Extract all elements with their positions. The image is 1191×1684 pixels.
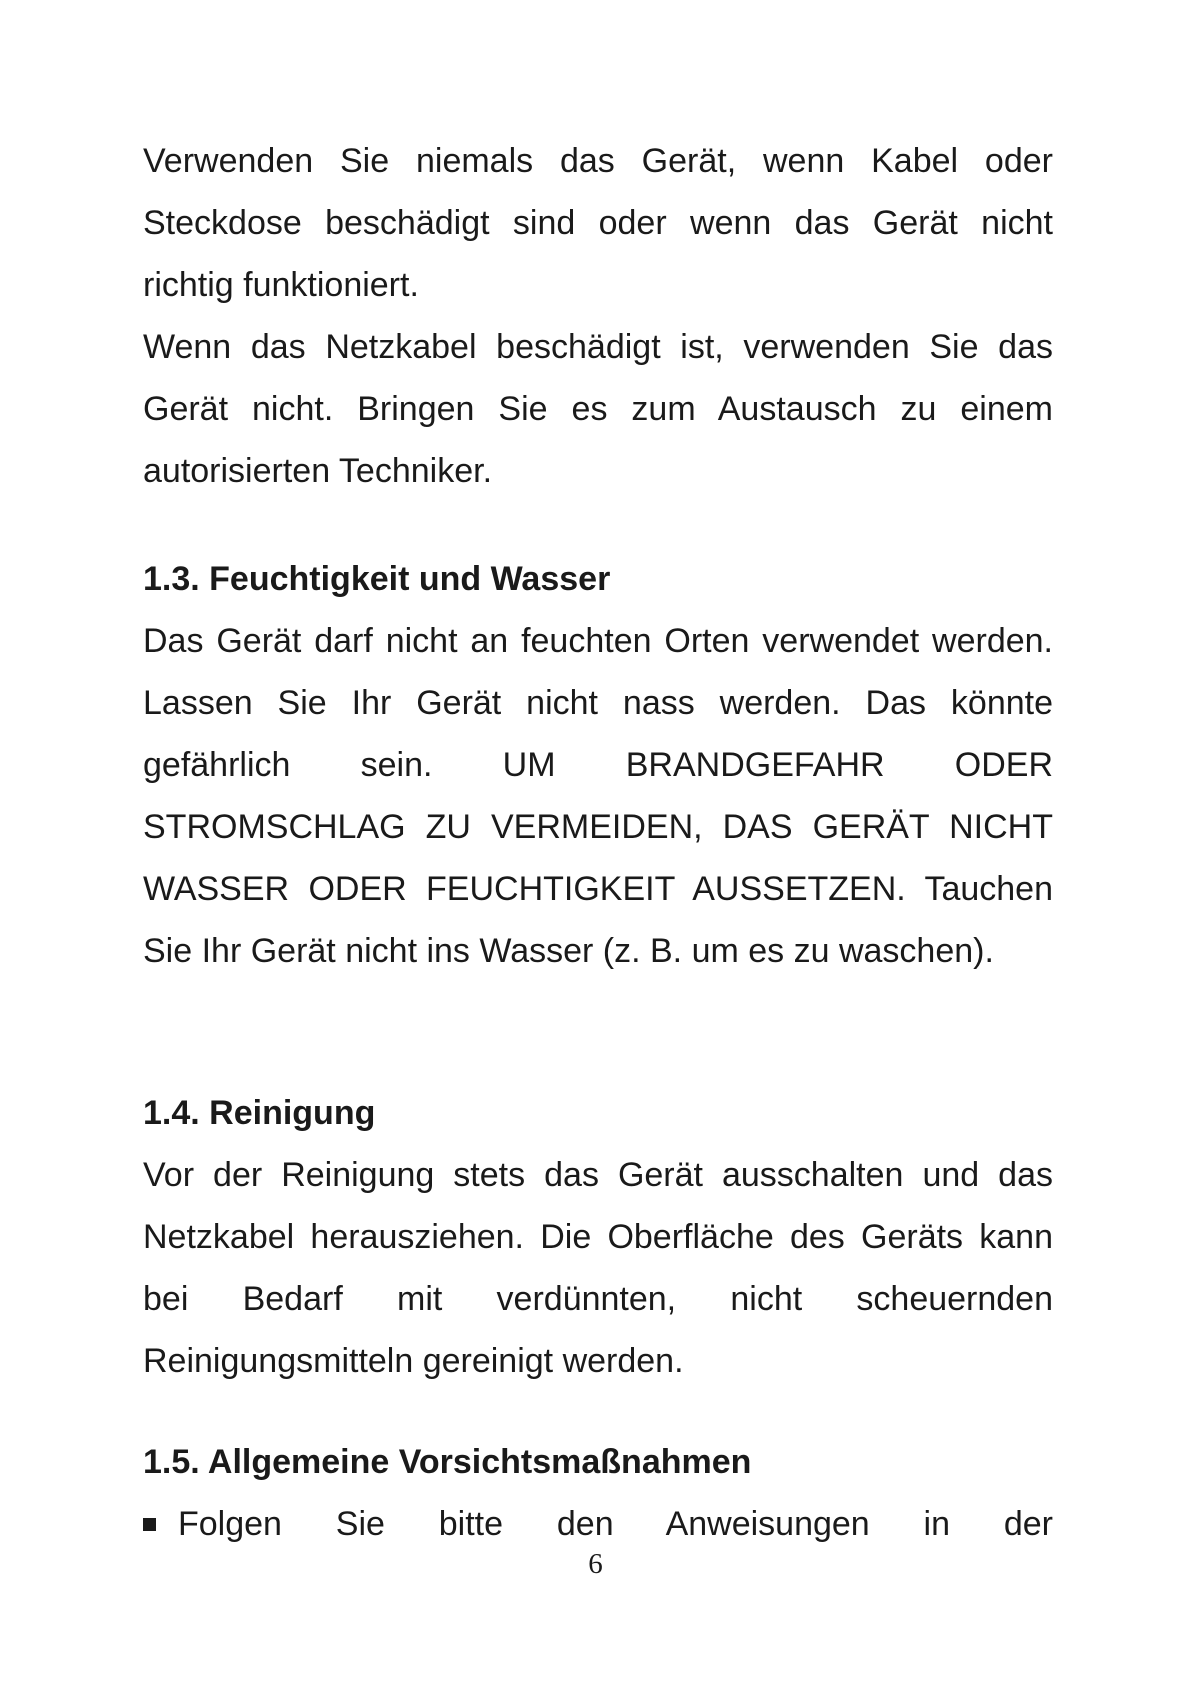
bullet-item-text: Folgen Sie bitte den Anweisungen in der: [178, 1505, 1053, 1543]
paragraph-cleaning: Vor der Reinigung stets das Gerät ausschalten und das Netzkabel herausziehen. Die Oberfläche des Geräts kann bei Bedarf mit verdünnten, nicht scheuernden Reinigungsmitteln gereinigt werden.: [143, 1156, 1053, 1380]
paragraph-moisture-water: Das Gerät darf nicht an feuchten Orten verwendet werden. Lassen Sie Ihr Gerät nicht nass werden. Das könnte gefährlich sein. UM BRANDGEFAHR ODER STROMSCHLAG ZU VERMEIDEN, DAS GERÄT NICHT WASSER ODER FEUCHTIGKEIT AUSSETZEN. Tauchen Sie Ihr Gerät nicht ins Wasser (z. B. um es zu waschen).: [143, 622, 1053, 970]
heading-cleaning: 1.4. Reinigung: [143, 1094, 376, 1132]
heading-general-precautions: 1.5. Allgemeine Vorsichtsmaßnahmen: [143, 1443, 752, 1481]
page-number: 6: [588, 1548, 603, 1580]
bullet-item: [143, 1493, 1053, 1555]
paragraph-cable-warning: Verwenden Sie niemals das Gerät, wenn Kabel oder Steckdose beschädigt sind oder wenn das Gerät nicht richtig funktioniert.: [143, 142, 1053, 304]
square-bullet-icon: [143, 1518, 156, 1531]
paragraph-power-cord: Wenn das Netzkabel beschädigt ist, verwenden Sie das Gerät nicht. Bringen Sie es zum Austausch zu einem autorisierten Techniker.: [143, 328, 1053, 490]
heading-moisture-water: 1.3. Feuchtigkeit und Wasser: [143, 560, 611, 598]
